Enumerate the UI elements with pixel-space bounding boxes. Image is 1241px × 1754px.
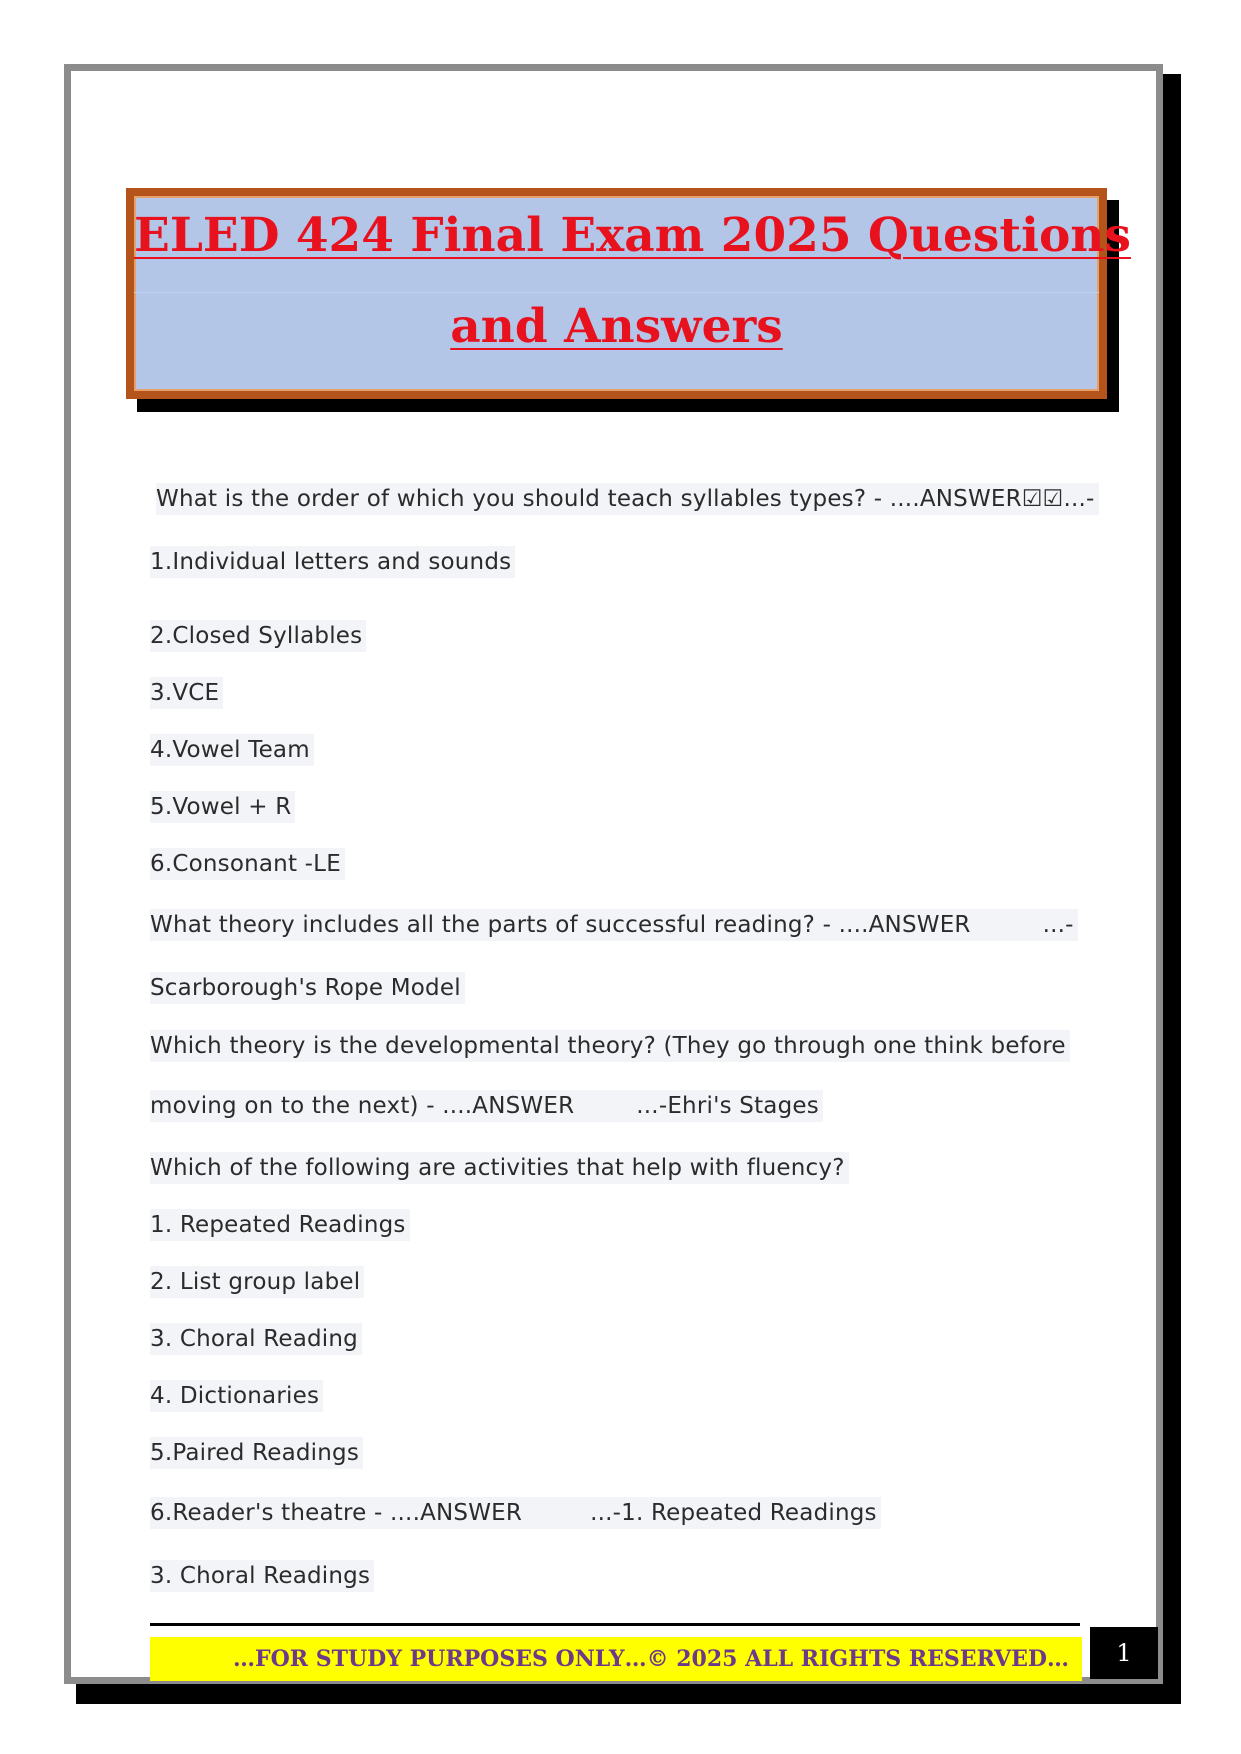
footer-notice: …FOR STUDY PURPOSES ONLY…© 2025 ALL RIGHTS RESERVED…: [150, 1637, 1082, 1681]
answer-2: Scarborough's Rope Model: [150, 975, 465, 1001]
list-item: 2. List group label: [150, 1269, 364, 1295]
list-item: 4. Dictionaries: [150, 1383, 323, 1409]
title-divider: [134, 292, 1099, 293]
list-item: 5.Paired Readings: [150, 1440, 363, 1466]
list-item: 5.Vowel + R: [150, 794, 295, 820]
question-4: Which of the following are activities that help with fluency?: [150, 1155, 849, 1181]
title-box: [126, 188, 1131, 399]
question-3-continued: moving on to the next) - ....ANSWER ...-Ehri's Stages: [150, 1093, 823, 1119]
footer-rule: [150, 1623, 1080, 1626]
title-line-1: ELED 424 Final Exam 2025 Questions: [134, 208, 1131, 263]
answer-4-continued: 3. Choral Readings: [150, 1563, 374, 1589]
question-1: What is the order of which you should teach syllables types? - ....ANSWER☑☑...-: [156, 486, 1099, 512]
page-number: 1: [1090, 1627, 1158, 1679]
list-item: 4.Vowel Team: [150, 737, 314, 763]
title-line-2: and Answers: [450, 299, 783, 354]
list-item: 1. Repeated Readings: [150, 1212, 410, 1238]
list-item: 2.Closed Syllables: [150, 623, 366, 649]
list-item: 3.VCE: [150, 680, 223, 706]
question-2: What theory includes all the parts of successful reading? - ....ANSWER ...-: [150, 912, 1078, 938]
list-item: 3. Choral Reading: [150, 1326, 362, 1352]
question-3: Which theory is the developmental theory? (They go through one think before: [150, 1033, 1070, 1059]
list-item: 6.Consonant -LE: [150, 851, 345, 877]
list-item: 1.Individual letters and sounds: [150, 549, 515, 575]
list-item-with-answer: 6.Reader's theatre - ....ANSWER ...-1. Repeated Readings: [150, 1500, 881, 1526]
